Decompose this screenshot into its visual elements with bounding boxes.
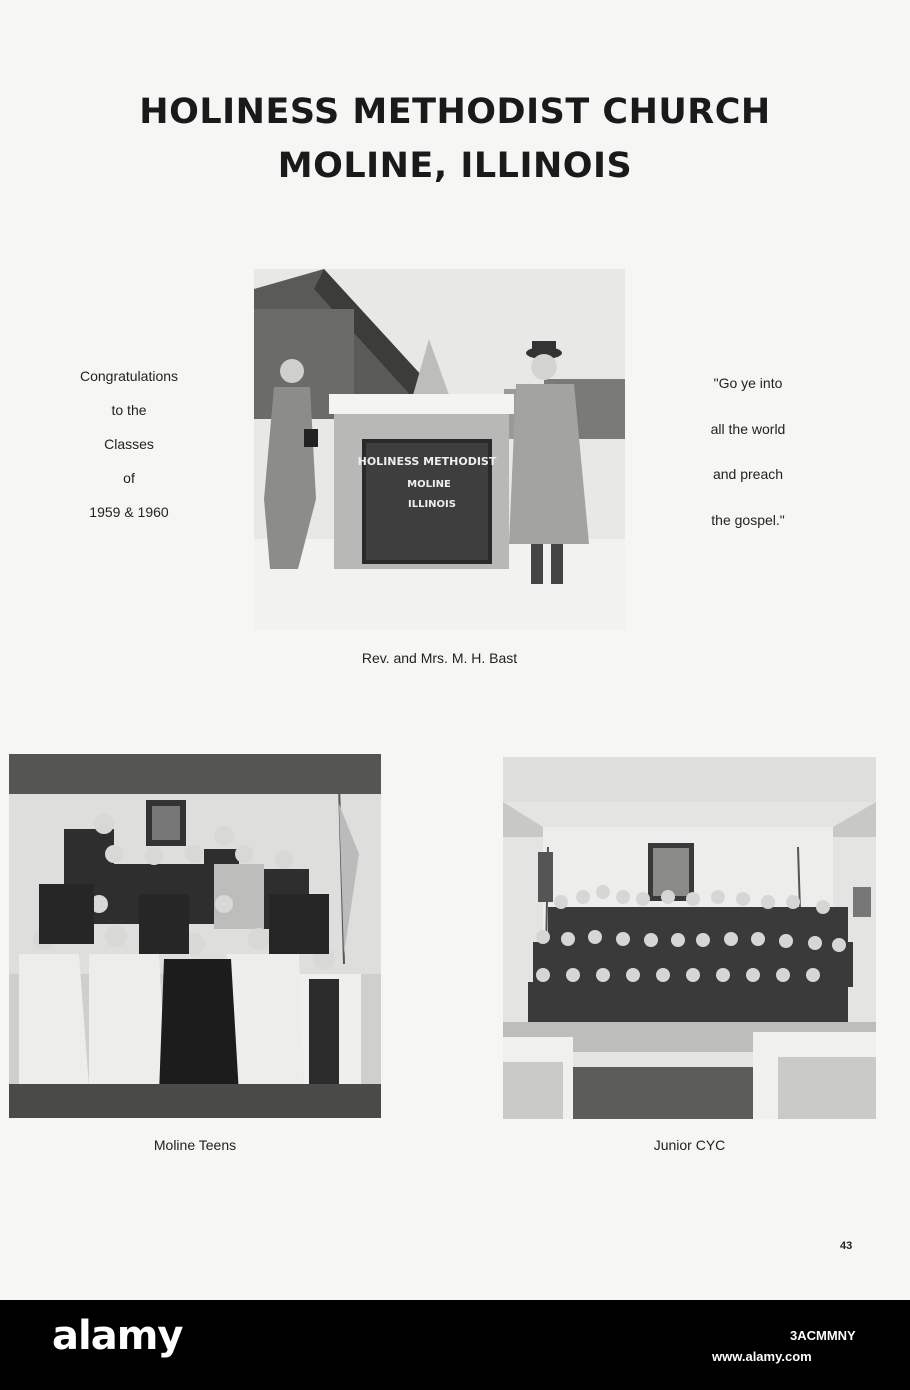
quote-line: the gospel.": [711, 511, 785, 528]
quote-line: "Go ye into: [713, 375, 783, 391]
congratulations-text: [44, 359, 214, 529]
caption-moline-teens: Moline Teens: [153, 1137, 237, 1153]
moline-teens-photo: [9, 754, 381, 1118]
page-number: 43: [840, 1240, 853, 1252]
alamy-logo: alamy: [52, 1313, 183, 1359]
junior-cyc-photo: [503, 757, 876, 1119]
congrats-line: Congratulations: [79, 368, 179, 384]
caption-junior-cyc: Junior CYC: [653, 1137, 726, 1153]
scripture-quote: [663, 361, 833, 543]
congrats-line: of: [123, 470, 135, 486]
quote-line: and preach: [712, 466, 784, 482]
congrats-line: 1959 & 1960: [89, 504, 169, 520]
congrats-line: to the: [111, 402, 147, 418]
page-title-line1: HOLINESS METHODIST CHURCH: [139, 92, 771, 132]
caption-main-photo: Rev. and Mrs. M. H. Bast: [361, 650, 518, 666]
sign-text-line1: HOLINESS METHODIST: [357, 455, 497, 468]
quote-line: all the world: [710, 420, 786, 437]
sign-text-line2: MOLINE: [407, 479, 451, 490]
page-title-line2: MOLINE, ILLINOIS: [277, 146, 633, 186]
sign-text-line3: ILLINOIS: [408, 499, 456, 510]
site-url: www.alamy.com: [712, 1349, 812, 1364]
congrats-line: Classes: [104, 436, 154, 452]
stock-image-id: 3ACMMNY: [790, 1328, 856, 1343]
church-sign-photo: [254, 269, 625, 630]
